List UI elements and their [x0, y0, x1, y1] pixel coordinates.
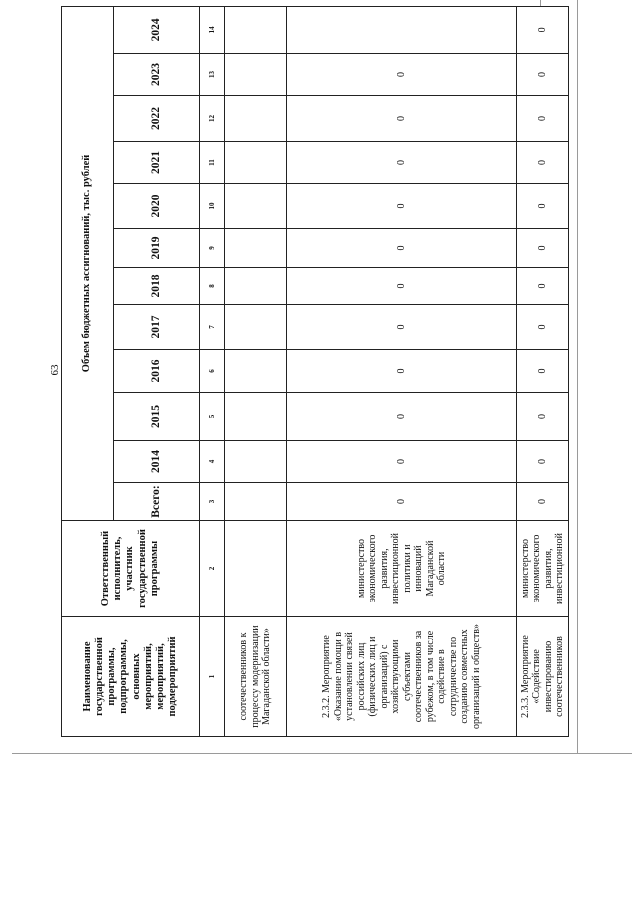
- budget-table: [61, 6, 569, 737]
- row-value: [225, 6, 287, 53]
- scan-border-right: [577, 0, 578, 753]
- row-value: 0: [287, 184, 517, 229]
- column-number: 3: [200, 483, 225, 521]
- row-value: 0: [287, 229, 517, 268]
- header-year: 2014: [114, 441, 200, 483]
- row-value: [225, 229, 287, 268]
- row-value: 0: [287, 393, 517, 441]
- column-number: 9: [200, 229, 225, 268]
- row-value: 0: [517, 142, 569, 184]
- column-number: 8: [200, 268, 225, 305]
- row-value: [225, 393, 287, 441]
- header-year: 2017: [114, 305, 200, 350]
- row-value: 0: [517, 96, 569, 142]
- row-value: 0: [517, 393, 569, 441]
- header-responsible: Ответственный исполнитель, участник государственной программы: [62, 521, 200, 617]
- row-value: 0: [517, 184, 569, 229]
- row-total: 0: [287, 483, 517, 521]
- header-name: Наименование государственной программы, подпрограммы, основных мероприятий, мероприятий, подмероприятий: [62, 617, 200, 737]
- row-name: 2.3.3. Мероприятие «Содействие инвестированию соотечественников: [517, 617, 569, 737]
- column-number-row: [200, 6, 225, 736]
- row-value: [225, 54, 287, 96]
- row-responsible: [225, 521, 287, 617]
- scan-border-bottom: [12, 753, 632, 754]
- row-value: 0: [287, 350, 517, 393]
- row-value: [225, 350, 287, 393]
- column-number: 1: [200, 617, 225, 737]
- rotated-table-wrapper: [61, 7, 568, 737]
- table-row: [517, 6, 569, 736]
- header-year: 2023: [114, 54, 200, 96]
- table-row: [225, 6, 287, 736]
- header-budget-group: Объем бюджетных ассигнований, тыс. рублей: [62, 6, 114, 520]
- row-value: [225, 268, 287, 305]
- row-value: [225, 142, 287, 184]
- row-responsible: министерство экономического развития, инвестиционной политики и инноваций Магаданской области: [287, 521, 517, 617]
- row-value: 0: [287, 142, 517, 184]
- header-year: 2019: [114, 229, 200, 268]
- column-number: 5: [200, 393, 225, 441]
- header-year: 2015: [114, 393, 200, 441]
- row-value: 0: [287, 441, 517, 483]
- column-number: 10: [200, 184, 225, 229]
- row-value: 0: [517, 54, 569, 96]
- row-value: [225, 184, 287, 229]
- row-value: 0: [517, 350, 569, 393]
- row-value: 0: [287, 268, 517, 305]
- row-total: 0: [517, 483, 569, 521]
- header-year: 2016: [114, 350, 200, 393]
- row-value: 0: [517, 305, 569, 350]
- header-year: 2018: [114, 268, 200, 305]
- column-number: 14: [200, 6, 225, 53]
- header-year: 2020: [114, 184, 200, 229]
- row-value: 0: [517, 441, 569, 483]
- column-number: 13: [200, 54, 225, 96]
- column-number: 2: [200, 521, 225, 617]
- row-value: 0: [287, 305, 517, 350]
- row-value: 0: [517, 6, 569, 53]
- header-row-top: [62, 6, 114, 736]
- column-number: 6: [200, 350, 225, 393]
- header-total: Всего:: [114, 483, 200, 521]
- row-responsible: министерство экономического развития, инвестиционной: [517, 521, 569, 617]
- row-value: 0: [517, 229, 569, 268]
- row-value: 0: [287, 96, 517, 142]
- row-value: 0: [517, 268, 569, 305]
- column-number: 7: [200, 305, 225, 350]
- column-number: 12: [200, 96, 225, 142]
- row-value: 0: [287, 54, 517, 96]
- header-year: 2024: [114, 6, 200, 53]
- row-name: соотечественников к процессу модернизации Магаданской области»: [225, 617, 287, 737]
- header-year: 2021: [114, 142, 200, 184]
- row-value: [225, 96, 287, 142]
- column-number: 11: [200, 142, 225, 184]
- row-value: [225, 305, 287, 350]
- row-value: [287, 6, 517, 53]
- row-total: [225, 483, 287, 521]
- column-number: 4: [200, 441, 225, 483]
- page-number: 63: [49, 364, 61, 376]
- row-value: [225, 441, 287, 483]
- table-row: [287, 6, 517, 736]
- header-year: 2022: [114, 96, 200, 142]
- row-name: 2.3.2. Мероприятие «Оказание помощи в установлении связей российских лиц (физических лиц и организаций) с хозяйствующими субъектами соотечественников за рубежом, в том числе содействие в сотрудничестве по созданию совместных организаций и обществ»: [287, 617, 517, 737]
